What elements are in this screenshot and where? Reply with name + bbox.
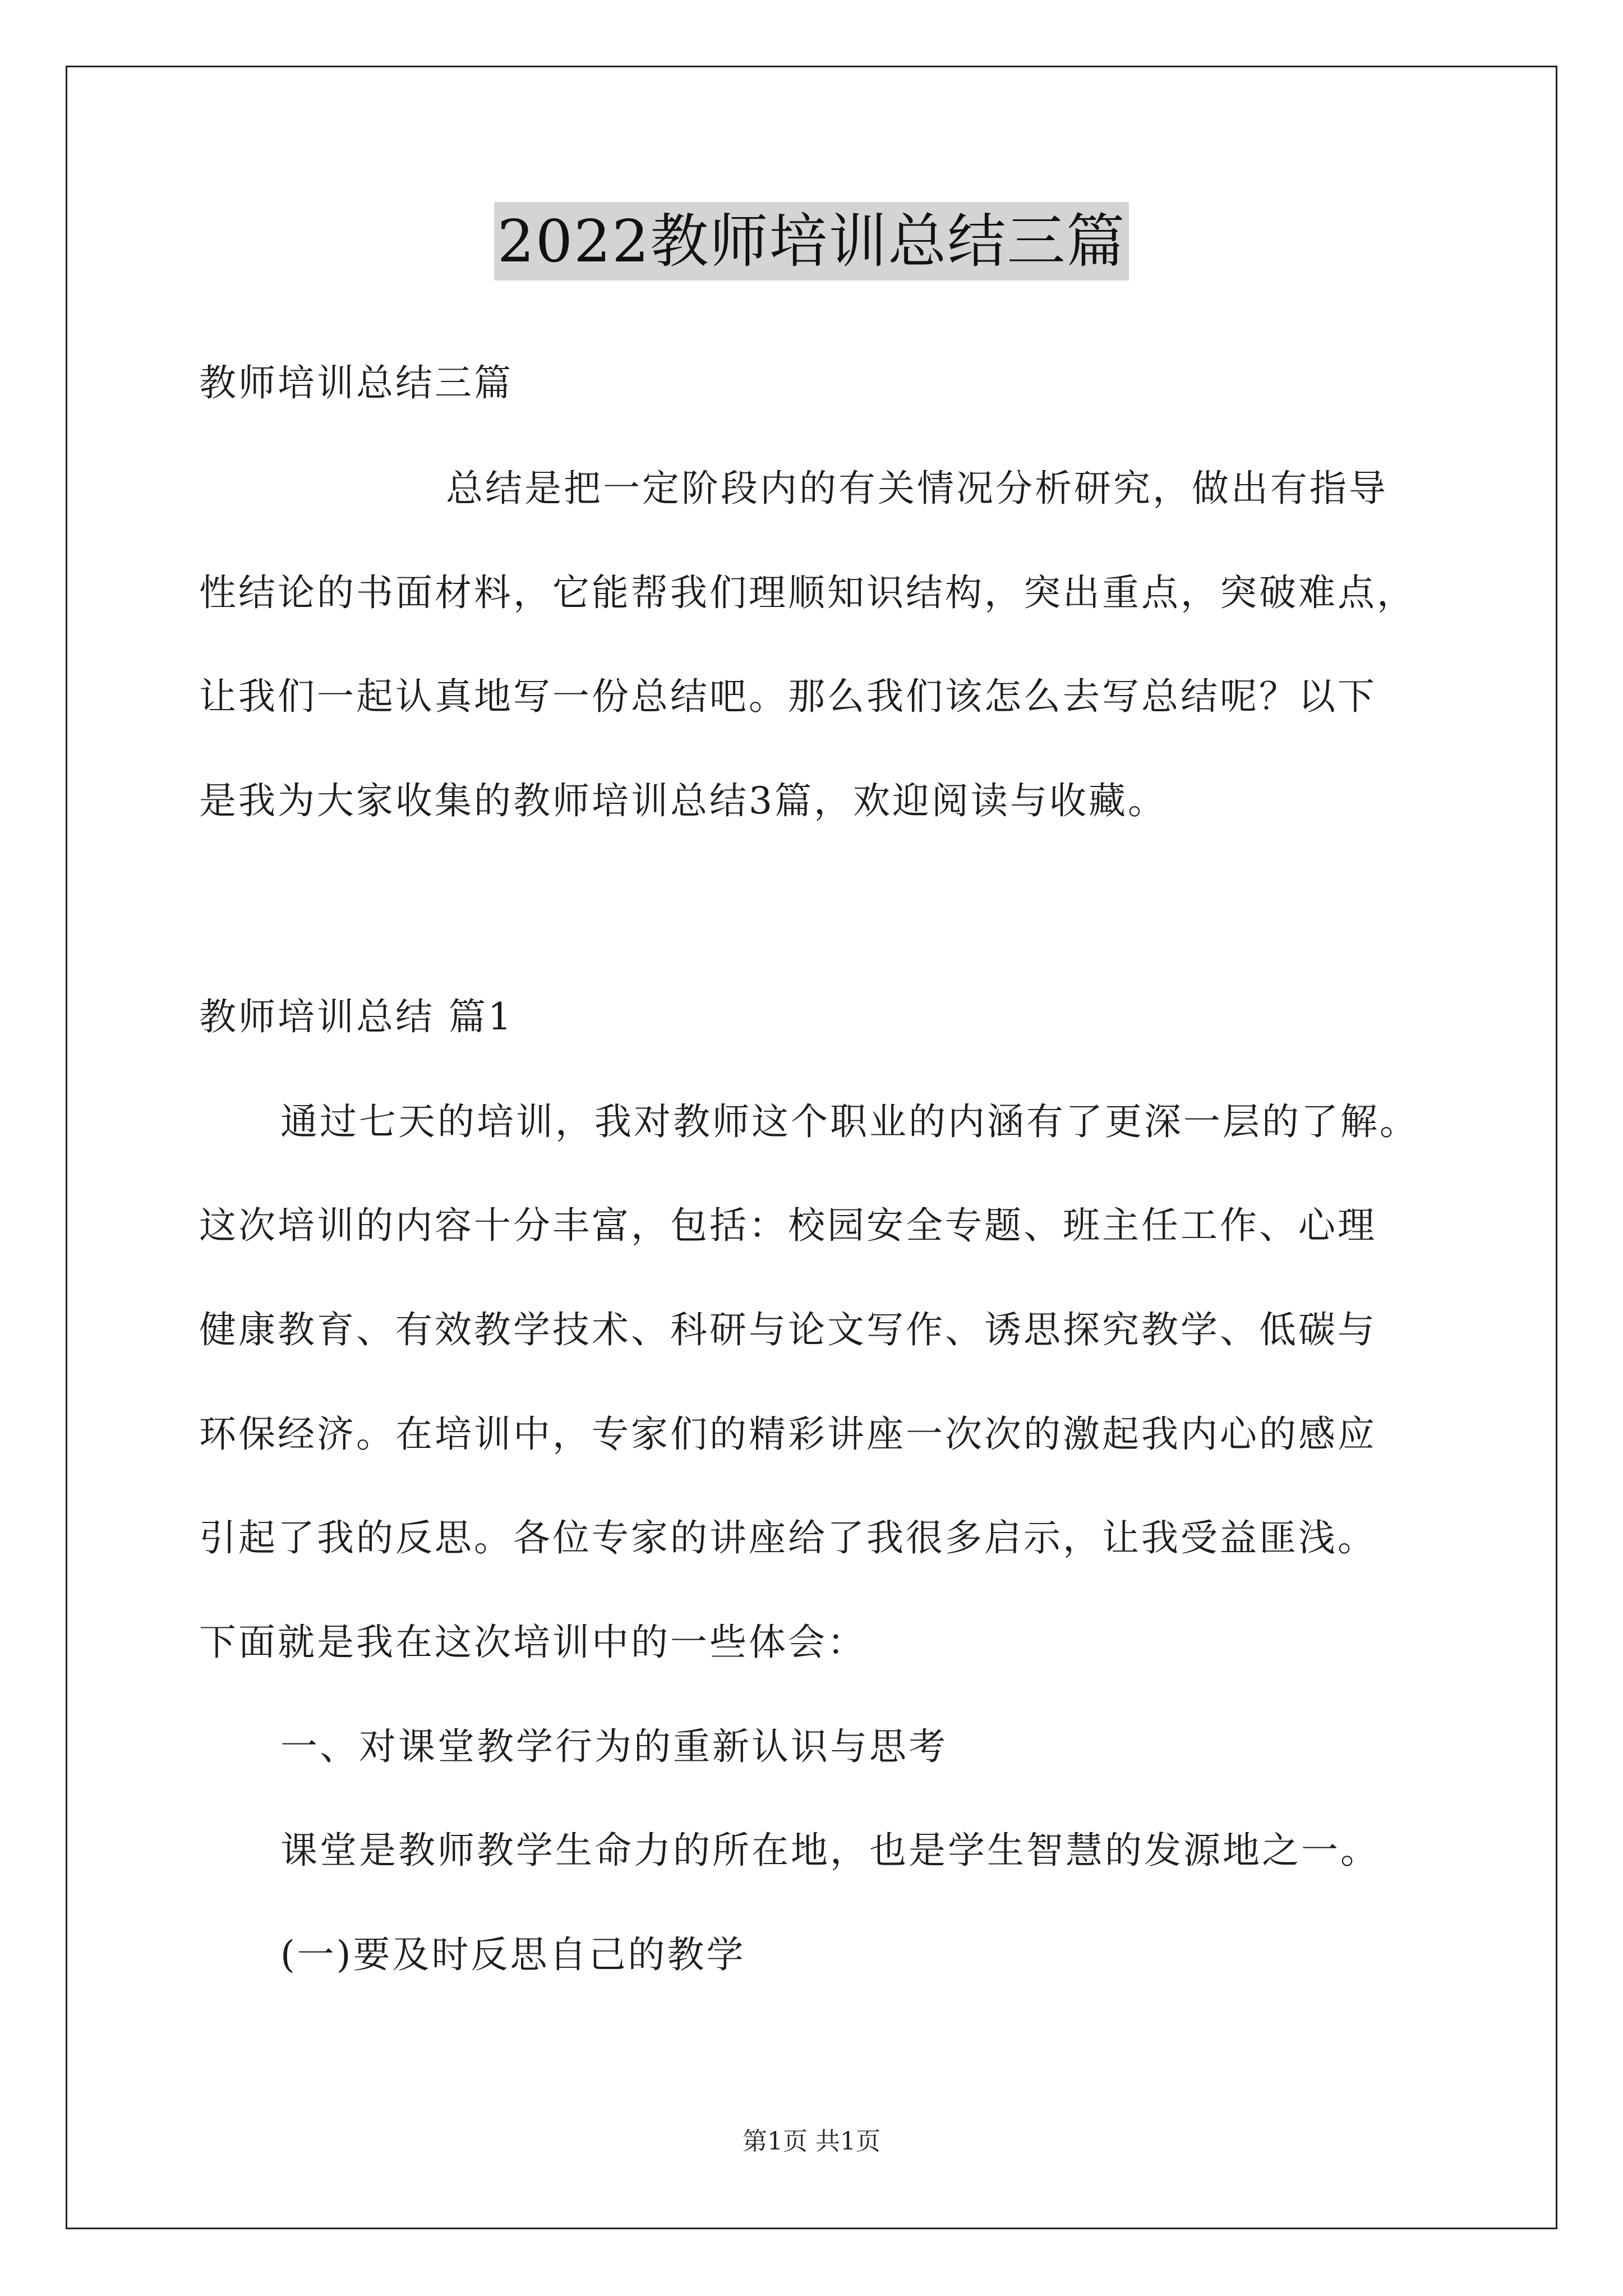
body-line-4: 环保经济。在培训中，专家们的精彩讲座一次次的激起我内心的感应 bbox=[199, 1412, 1377, 1456]
body-line-7: 一、对课堂教学行为的重新认识与思考 bbox=[280, 1725, 948, 1768]
subtitle: 教师培训总结三篇 bbox=[199, 361, 513, 404]
body-line-1: 通过七天的培训，我对教师这个职业的内涵有了更深一层的了解。 bbox=[280, 1100, 1419, 1143]
intro-line-1: 总结是把一定阶段内的有关情况分析研究，做出有指导 bbox=[446, 467, 1388, 510]
body-line-2: 这次培训的内容十分丰富，包括：校园安全专题、班主任工作、心理 bbox=[199, 1204, 1377, 1247]
body-line-8: 课堂是教师教学生命力的所在地，也是学生智慧的发源地之一。 bbox=[280, 1829, 1380, 1872]
intro-line-2: 性结论的书面材料，它能帮我们理顺知识结构，突出重点，突破难点， bbox=[199, 571, 1416, 614]
title-container bbox=[0, 202, 1623, 280]
body-line-6: 下面就是我在这次培训中的一些体会： bbox=[199, 1621, 866, 1664]
intro-line-3: 让我们一起认真地写一份总结吧。那么我们该怎么去写总结呢？以下 bbox=[199, 675, 1377, 718]
body-line-5: 引起了我的反思。各位专家的讲座给了我很多启示，让我受益匪浅。 bbox=[199, 1516, 1377, 1559]
body-line-9: (一)要及时反思自己的教学 bbox=[280, 1933, 746, 1976]
page-footer: 第1页 共1页 bbox=[743, 2127, 880, 2156]
body-line-3: 健康教育、有效教学技术、科研与论文写作、诱思探究教学、低碳与 bbox=[199, 1308, 1377, 1351]
document-title: 2022教师培训总结三篇 bbox=[494, 202, 1129, 280]
intro-line-4: 是我为大家收集的教师培训总结3篇，欢迎阅读与收藏。 bbox=[199, 779, 1167, 822]
section-heading: 教师培训总结 篇1 bbox=[199, 995, 514, 1038]
